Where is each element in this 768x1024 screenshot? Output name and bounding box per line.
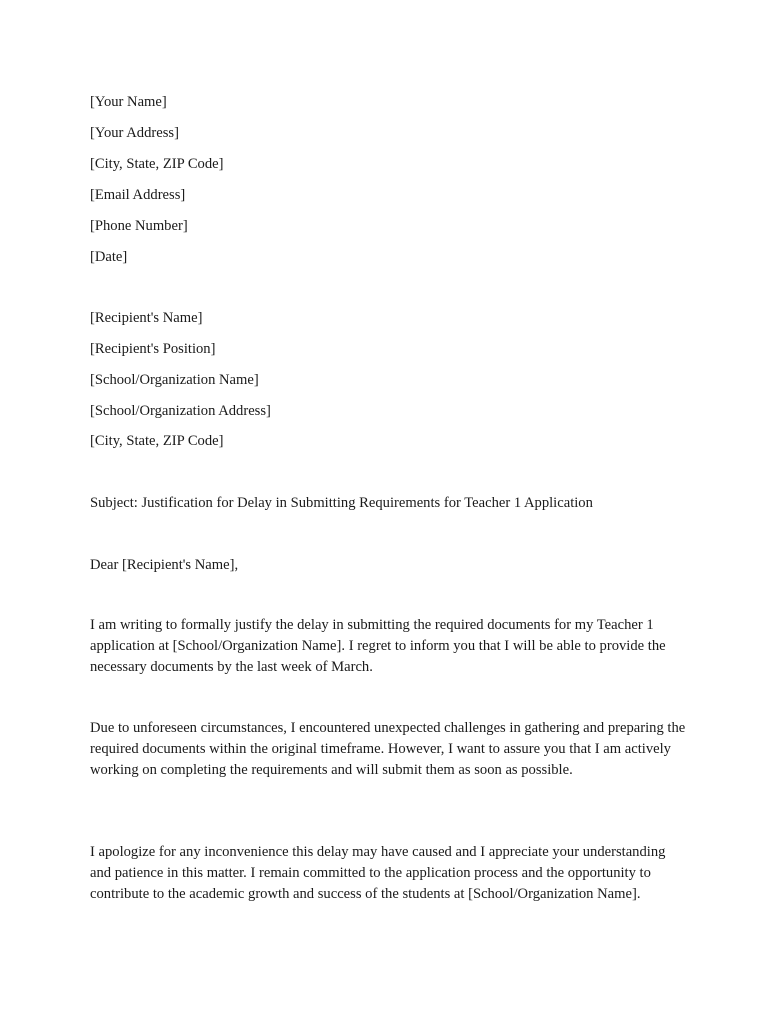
body-paragraph-3: I apologize for any inconvenience this delay may have caused and I appreciate your understanding and patience in this matter. I remain committed to the application process and the opportunity to contribute to the academic growth and success of the students at [School/Organization Name]. bbox=[90, 844, 666, 902]
subject-line: Subject: Justification for Delay in Submitting Requirements for Teacher 1 Application bbox=[90, 495, 593, 511]
recipient-name: [Recipient's Name] bbox=[90, 310, 203, 326]
sender-address: [Your Address] bbox=[90, 125, 179, 141]
sender-name: [Your Name] bbox=[90, 94, 167, 110]
sender-city-state-zip: [City, State, ZIP Code] bbox=[90, 156, 224, 172]
body-paragraph-1: I am writing to formally justify the delay in submitting the required documents for my Teacher 1 application at [School/Organization Name]. I regret to inform you that I will be able to provide the necessary documents by the last week of March. bbox=[90, 617, 666, 675]
body-paragraph-2: Due to unforeseen circumstances, I encountered unexpected challenges in gathering and preparing the required documents within the original timeframe. However, I want to assure you that I am actively working on completing the requirements and will submit them as soon as possible. bbox=[90, 720, 686, 778]
recipient-city-state-zip: [City, State, ZIP Code] bbox=[90, 433, 224, 449]
sender-phone: [Phone Number] bbox=[90, 218, 188, 234]
salutation: Dear [Recipient's Name], bbox=[90, 557, 239, 573]
recipient-org-address: [School/Organization Address] bbox=[90, 403, 271, 419]
recipient-organization: [School/Organization Name] bbox=[90, 372, 259, 388]
letter-date: [Date] bbox=[90, 249, 128, 265]
sender-email: [Email Address] bbox=[90, 187, 186, 203]
recipient-position: [Recipient's Position] bbox=[90, 341, 216, 357]
